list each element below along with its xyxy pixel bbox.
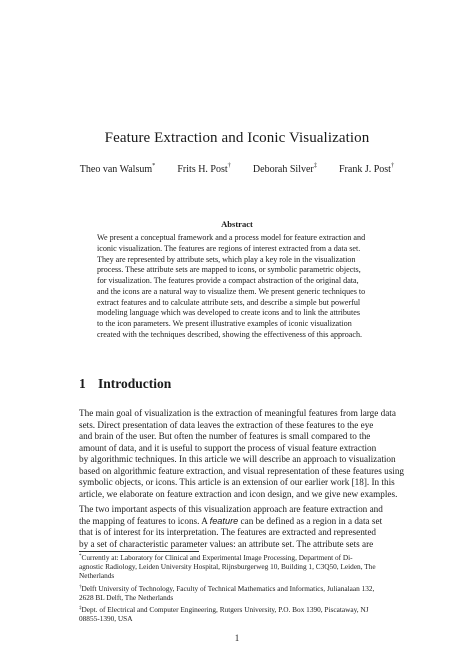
footnote-mark: ‡ (79, 606, 82, 612)
abstract-line: They are represented by attribute sets, which play a key role in the visualization (97, 254, 356, 264)
section-number: 1 (79, 376, 86, 391)
abstract-line: iconic visualization. The features are regions of interest extracted from a data set. (97, 243, 361, 253)
footnote: †Delft University of Technology, Faculty of Technical Mathematics and Informatics, Julianalaan 132, 2628 BL Delft, The Netherlands (79, 583, 375, 602)
text-line: symbolic objects, or icons. This article is an extension of our earlier work [18]. In this (79, 477, 395, 488)
author: Frits H. Post† (177, 162, 231, 175)
text-line: amount of data, and it is useful to support the process of visual feature extraction (79, 442, 377, 453)
text-line: based on algorithmic feature extraction, and visual representation of these features using (79, 465, 405, 476)
page-number: 1 (234, 633, 240, 643)
footnote-mark: † (79, 584, 82, 590)
footnote-divider (79, 551, 199, 552)
author: Theo van Walsum* (79, 162, 156, 175)
text-line: The main goal of visualization is the extraction of meaningful features from large data (79, 408, 396, 418)
abstract-line: for visualization. The features provide a compact abstraction of the original data, (97, 276, 359, 285)
body-paragraph (79, 504, 401, 550)
abstract-line: and the icons are a natural way to visualize them. We present generic techniques to (97, 286, 366, 296)
abstract-line: process. These attribute sets are mapped to icons, or symbolic parametric objects, (97, 265, 361, 275)
paper-title: Feature Extraction and Iconic Visualization (104, 130, 370, 146)
emphasized-term: feature (209, 515, 239, 526)
abstract-line: extract features and to calculate attribute sets, and describe a simple but powerful (97, 297, 361, 307)
body-paragraph (79, 408, 405, 500)
author-footnote-mark: † (227, 162, 231, 169)
text-line: by algorithmic techniques. In this article we will describe an approach to visualization (79, 454, 396, 465)
section-heading (79, 376, 171, 392)
author: Frank J. Post† (339, 162, 395, 175)
author: Deborah Silver‡ (252, 162, 317, 175)
abstract-text (97, 233, 379, 341)
text-line: that is of interest for its interpretation. The features are extracted and represented (79, 527, 377, 538)
text-line: The two important aspects of this visualization approach are feature extraction and (79, 504, 383, 514)
text-line: and brain of the user. But often the number of features is small compared to the (79, 431, 371, 442)
footnote-mark: * (79, 554, 82, 559)
footnotes (79, 553, 401, 626)
abstract-line: modeling language which was developed to create icons and to link the attributes (97, 308, 360, 318)
text-line: the mapping of features to icons. A feature can be defined as a region in a data set (79, 515, 383, 526)
abstract-heading: Abstract (221, 219, 253, 229)
abstract-line: created with the techniques described, showing the effectiveness of this approach. (97, 329, 363, 339)
author-footnote-mark: † (390, 162, 395, 169)
footnote: *Currently at: Laboratory for Clinical and Experimental Image Processing, Department of Di- agnostic Radiology, Leiden University Hospital, Rijnsburgerweg 10, Building 1, C3Q50, Leiden, The Netherlands (79, 553, 376, 581)
author-list (0, 164, 474, 175)
text-line: article, we elaborate on feature extraction and icon design, and we give new examples. (79, 488, 398, 499)
section-title: Introduction (98, 376, 172, 391)
abstract-line: We present a conceptual framework and a process model for feature extraction and (97, 233, 366, 242)
text-line: by a set of characteristic parameter values: an attribute set. The attribute sets are (79, 538, 374, 549)
author-footnote-mark: ‡ (313, 162, 317, 169)
abstract-line: to the icon parameters. We present illustrative examples of iconic visualization (97, 319, 352, 328)
author-footnote-mark: * (152, 162, 156, 169)
text-line: sets. Direct presentation of data leaves the extraction of these features to the eye (79, 419, 374, 430)
footnote: ‡Dept. of Electrical and Computer Engineering, Rutgers University, P.O. Box 1390, Piscataway, NJ 08855-1390, USA (79, 605, 369, 624)
